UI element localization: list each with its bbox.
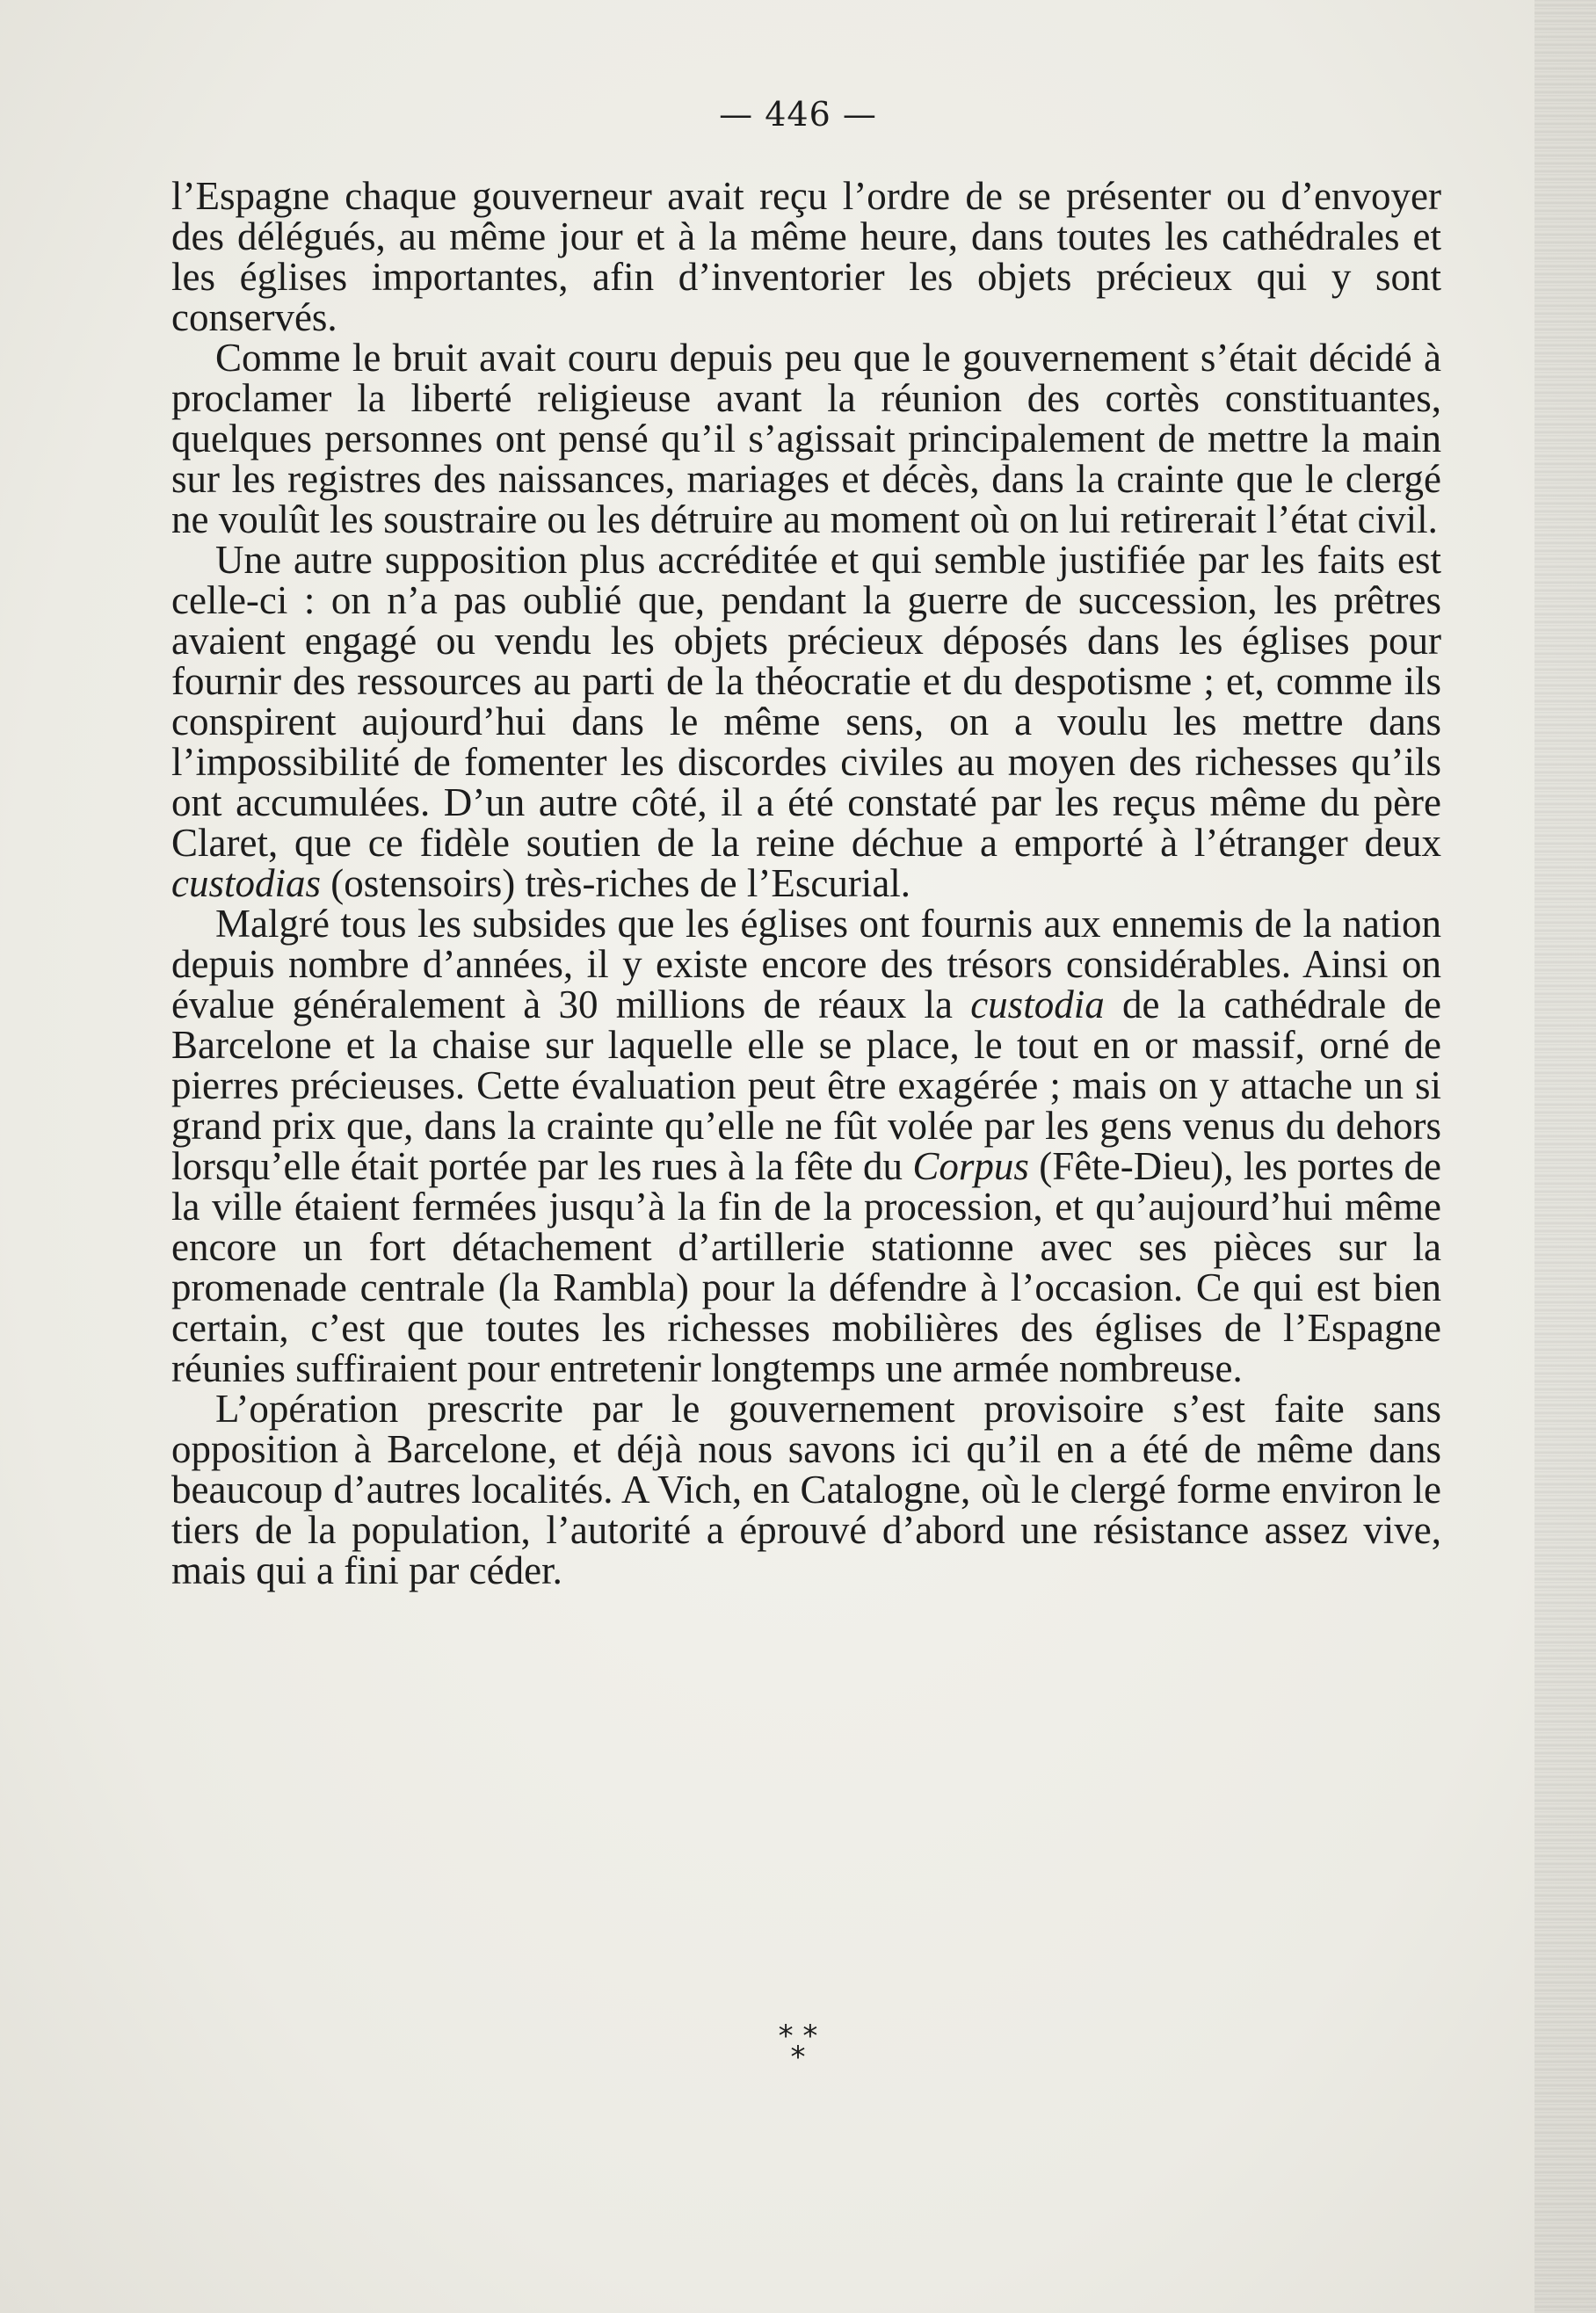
text-run: (Fête-Dieu), les portes de la ville étaient fermées jusqu’à la fin de la procession, et qu’aujourd’hui même encore un fort détachement d’artillerie stationne avec ses pièces sur la promenade centrale (la Rambla) pour la défendre à l’occasion. Ce qui est bien certain, c’est que toutes les richesses mobilières des églises de l’Espagne réunies suffiraient pour entretenir longtemps une armée nombreuse. xyxy=(171,1144,1442,1390)
italic-term: custodias xyxy=(171,861,322,905)
page-edge-speckle xyxy=(1534,0,1596,2313)
italic-term: custodia xyxy=(970,982,1105,1026)
text-run: L’opération prescrite par le gouvernement provisoire s’est faite sans opposition à Barcelone, et déjà nous savons ici qu’il en a été de même dans beaucoup d’autres localités. A Vich, en Catalogne, où le clergé forme environ le tiers de la population, l’autorité a éprouvé d’abord une résistance assez vive, mais qui a fini par céder. xyxy=(171,1387,1441,1592)
paragraph xyxy=(171,337,1441,540)
paragraph xyxy=(171,540,1441,903)
text-run: Malgré tous les subsides que les églises ont fournis aux ennemis de la nation depuis nombre d’années, il y existe encore des trésors considérables. Ainsi on évalue généralement à 30 millions de réaux la xyxy=(171,902,1441,1026)
text-run: (ostensoirs) très-riches de l’Escurial. xyxy=(321,861,911,905)
text-run: l’Espagne chaque gouverneur avait reçu l’ordre de se présenter ou d’envoyer des délégués, au même jour et à la même heure, dans toutes les cathédrales et les églises importantes, afin d’inventorier les objets précieux qui y sont conservés. xyxy=(171,174,1441,339)
section-divider-asterisks xyxy=(0,2019,1596,2075)
paragraph xyxy=(171,903,1441,1389)
text-run: Une autre supposition plus accréditée et qui semble justifiée par les faits est celle-ci : on n’a pas oublié que, pendant la guerre de succession, les prêtres avaient engagé ou vendu les objets précieux déposés dans les églises pour fournir des ressources au parti de la théocratie et du despotisme ; et, comme ils conspirent aujourd’hui dans le même sens, on a voulu les mettre dans l’impossibilité de fomenter les discordes civiles au moyen des richesses qu’ils ont accumulées. D’un autre côté, il a été constaté par les reçus même du père Claret, que ce fidèle soutien de la reine déchue a emporté à l’étranger deux xyxy=(171,538,1441,865)
page-number: — 446 — xyxy=(719,95,877,134)
asterism: * * * xyxy=(778,2019,818,2075)
text-run: de la cathédrale de Barcelone et la chaise sur laquelle elle se place, le tout en or massif, orné de pierres précieuses. Cette évaluation peut être exagérée ; mais on y attache un si grand prix que, dans la crainte qu’elle ne fût volée par les gens venus du dehors lorsqu’elle était portée par les rues à la fête du xyxy=(171,982,1441,1188)
paragraph xyxy=(171,1389,1441,1591)
text-run: Comme le bruit avait couru depuis peu que le gouvernement s’était décidé à proclamer la liberté religieuse avant la réunion des cortès constituantes, quelques personnes ont pensé qu’il s’agissait principalement de mettre la main sur les registres des naissances, mariages et décès, dans la crainte que le clergé ne voulût les soustraire ou les détruire au moment où on lui retirerait l’état civil. xyxy=(171,336,1441,541)
body-text xyxy=(171,176,1441,1591)
italic-term: Corpus xyxy=(912,1144,1029,1188)
paragraph xyxy=(171,176,1441,337)
